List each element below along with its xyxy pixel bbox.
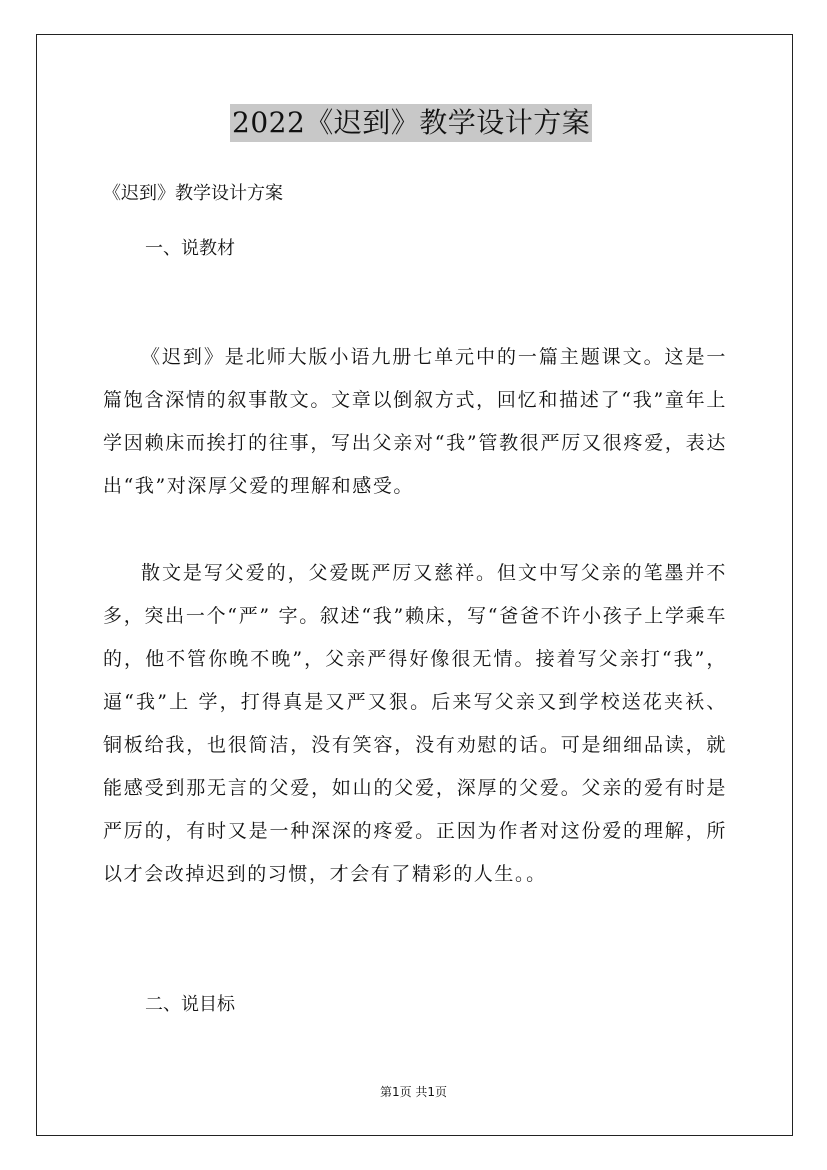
document-title: 2022《迟到》教学设计方案	[230, 104, 592, 142]
paragraph-analysis: 散文是写父爱的，父爱既严厉又慈祥。但文中写父亲的笔墨并不多，突出一个“严” 字。叙述“我”赖床，写“爸爸不许小孩子上学乘车的，他不管你晚不晚”，父亲严得好像很无情。接着写父亲打“我”，逼“我”上 学，打得真是又严又狠。后来写父亲又到学校送花夹袄、铜板给我，也很简洁，没有笑容，没有劝慰的话。可是细细品读，就能感受到那无言的父爱，如山的父爱，深厚的父爱。父亲的爱有时是严厉的，有时又是一种深深的疼爱。正因为作者对这份爱的理解，所以才会改掉迟到的习惯，才会有了精彩的人生。。	[103, 562, 727, 885]
section-heading-teaching-material: 一、说教材	[145, 238, 235, 259]
page-footer: 第1页 共1页	[379, 1085, 448, 1099]
paragraph-intro: 《迟到》是北师大版小语九册七单元中的一篇主题课文。这是一篇饱含深情的叙事散文。文章以倒叙方式，回忆和描述了“我”童年上学因赖床而挨打的往事，写出父亲对“我”管教很严厉又很疼爱，表达出“我”对深厚父爱的理解和感受。	[103, 346, 727, 497]
document-subtitle: 《迟到》教学设计方案	[103, 183, 283, 204]
section-heading-goals: 二、说目标	[145, 994, 235, 1015]
